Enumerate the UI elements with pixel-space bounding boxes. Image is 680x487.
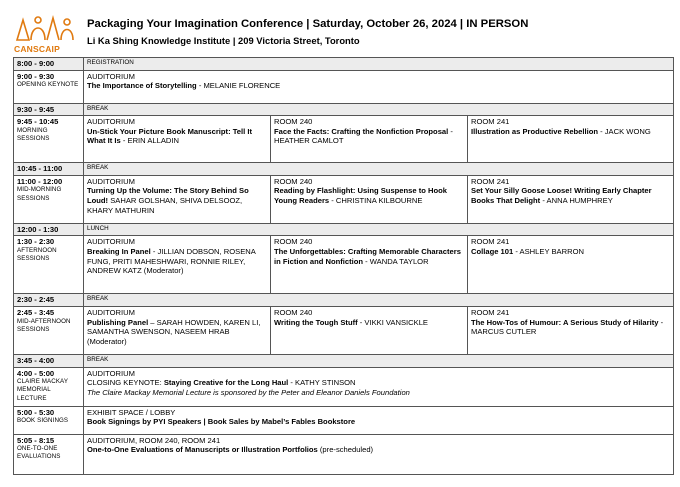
- page-subtitle: Li Ka Shing Knowledge Institute | 209 Victoria Street, Toronto: [87, 35, 360, 46]
- session-cell: AUDITORIUM The Importance of Storytelling - MELANIE FLORENCE: [84, 70, 674, 103]
- session-cell: ROOM 241 Set Your Silly Goose Loose! Writing Early Chapter Books That Delight - ANNA HUMPHREY: [468, 175, 674, 223]
- time-cell: 9:45 - 10:45 MORNING SESSIONS: [14, 116, 84, 163]
- table-row: [14, 294, 674, 307]
- time-cell: 2:30 - 2:45: [14, 294, 84, 307]
- session-cell: ROOM 240 Writing the Tough Stuff - VIKKI VANSICKLE: [271, 306, 468, 354]
- session-cell: AUDITORIUM Publishing Panel – SARAH HOWDEN, KAREN LI, SAMANTHA SWENSON, NASEEM HRAB (Moderator): [84, 306, 271, 354]
- table-row: [14, 58, 674, 71]
- row-label: BREAK: [84, 163, 674, 176]
- session-cell: ROOM 241 The How-Tos of Humour: A Serious Study of Hilarity - MARCUS CUTLER: [468, 306, 674, 354]
- row-label: LUNCH: [84, 223, 674, 236]
- table-row: [14, 116, 674, 163]
- time-cell: 4:00 - 5:00 CLAIRE MACKAY MEMORIAL LECTURE: [14, 367, 84, 406]
- logo-mark-icon: [13, 14, 79, 46]
- session-cell: ROOM 240 Reading by Flashlight: Using Suspense to Hook Young Readers - CHRISTINA KILBOURNE: [271, 175, 468, 223]
- session-cell: ROOM 240 Face the Facts: Crafting the Nonfiction Proposal - HEATHER CAMLOT: [271, 116, 468, 163]
- time-cell: 1:30 - 2:30 AFTERNOON SESSIONS: [14, 236, 84, 294]
- time-cell: 5:00 - 5:30 BOOK SIGNINGS: [14, 406, 84, 434]
- table-row: [14, 223, 674, 236]
- page-title: Packaging Your Imagination Conference | Saturday, October 26, 2024 | IN PERSON: [87, 18, 529, 30]
- session-cell: AUDITORIUM Breaking In Panel - JILLIAN DOBSON, ROSENA FUNG, PRITI MAHESHWARI, RONNIE RILEY, ANDREW KATZ (Moderator): [84, 236, 271, 294]
- session-cell: AUDITORIUM CLOSING KEYNOTE: Staying Creative for the Long Haul - KATHY STINSON The Claire Mackay Memorial Lecture is sponsored by the Peter and Eleanor Daniels Foundation: [84, 367, 674, 406]
- table-row: [14, 70, 674, 103]
- schedule-table: [13, 57, 674, 475]
- table-row: [14, 406, 674, 434]
- table-row: [14, 367, 674, 406]
- time-cell: 10:45 - 11:00: [14, 163, 84, 176]
- sponsor-note: The Claire Mackay Memorial Lecture is sponsored by the Peter and Eleanor Daniels Foundation: [87, 387, 410, 397]
- session-cell: ROOM 240 The Unforgettables: Crafting Memorable Characters in Fiction and Nonfiction - WANDA TAYLOR: [271, 236, 468, 294]
- row-label: BREAK: [84, 354, 674, 367]
- session-cell: AUDITORIUM Un-Stick Your Picture Book Manuscript: Tell It What It Is - ERIN ALLADIN: [84, 116, 271, 163]
- page-header: [13, 14, 673, 56]
- time-cell: 9:00 - 9:30 OPENING KEYNOTE: [14, 70, 84, 103]
- time-cell: 5:05 - 8:15 ONE-TO-ONE EVALUATIONS: [14, 434, 84, 474]
- table-row: [14, 103, 674, 116]
- table-row: [14, 175, 674, 223]
- table-row: [14, 306, 674, 354]
- time-cell: 3:45 - 4:00: [14, 354, 84, 367]
- canscaip-logo: [13, 14, 79, 56]
- time-cell: 9:30 - 9:45: [14, 103, 84, 116]
- time-cell: 8:00 - 9:00: [14, 58, 84, 71]
- table-row: [14, 236, 674, 294]
- row-label: REGISTRATION: [84, 58, 674, 71]
- row-label: BREAK: [84, 294, 674, 307]
- table-row: [14, 354, 674, 367]
- session-cell: AUDITORIUM, ROOM 240, ROOM 241 One-to-One Evaluations of Manuscripts or Illustration Portfolios (pre-scheduled): [84, 434, 674, 474]
- time-cell: 12:00 - 1:30: [14, 223, 84, 236]
- time-cell: 11:00 - 12:00 MID-MORNING SESSIONS: [14, 175, 84, 223]
- session-cell: ROOM 241 Collage 101 - ASHLEY BARRON: [468, 236, 674, 294]
- session-cell: AUDITORIUM Turning Up the Volume: The Story Behind So Loud! SAHAR GOLSHAN, SHIVA DELSOOZ, KHARY MATHURIN: [84, 175, 271, 223]
- time-cell: 2:45 - 3:45 MID-AFTERNOON SESSIONS: [14, 306, 84, 354]
- table-row: [14, 434, 674, 474]
- session-cell: ROOM 241 Illustration as Productive Rebellion - JACK WONG: [468, 116, 674, 163]
- row-label: BREAK: [84, 103, 674, 116]
- logo-text: CANSCAIP: [14, 44, 60, 54]
- session-cell: EXHIBIT SPACE / LOBBY Book Signings by PYI Speakers | Book Sales by Mabel’s Fables Bookstore: [84, 406, 674, 434]
- table-row: [14, 163, 674, 176]
